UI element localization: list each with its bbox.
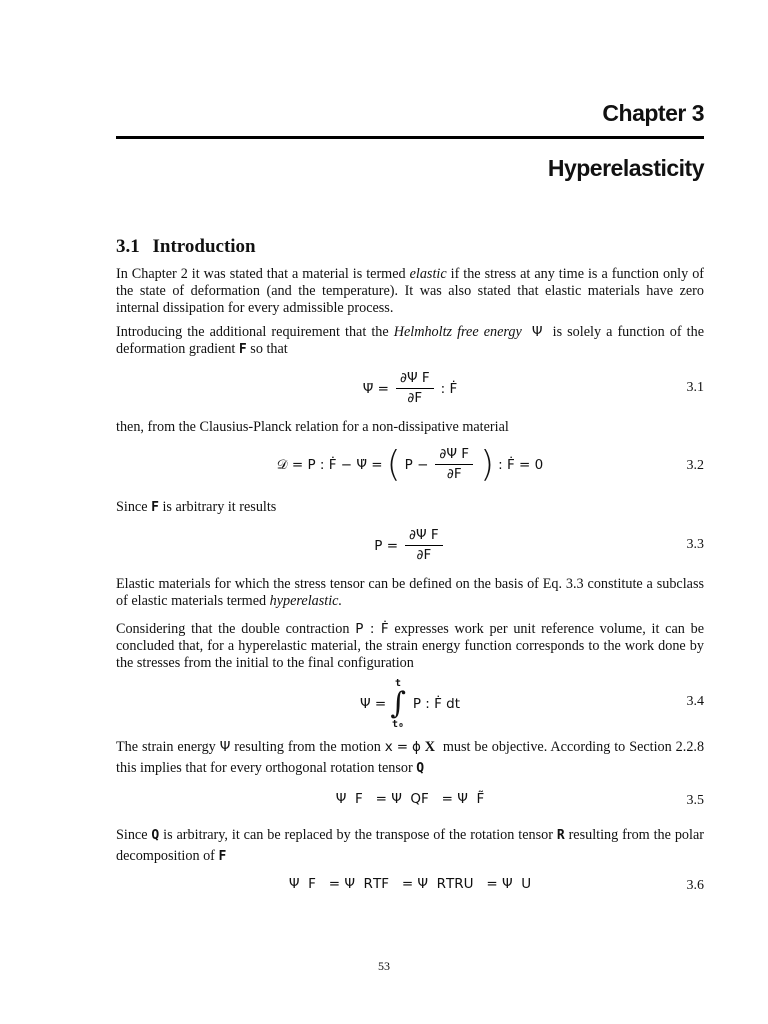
eq2-inner: P − xyxy=(404,456,429,473)
eq1-lhs: Ψ̇ = xyxy=(362,380,389,397)
equation-3-6 xyxy=(116,876,704,898)
p8-text-c: resulting from the polar decomposition of xyxy=(116,827,704,864)
paragraph-5 xyxy=(116,576,704,610)
eq1-numerator: ∂Ψ F xyxy=(396,370,434,389)
p4-text-b: is arbitrary it results xyxy=(158,499,277,515)
eq6-part-b: F = Ψ R xyxy=(381,876,447,892)
eq3-label: 3.3 xyxy=(686,537,704,552)
eq6-part-c: RU = Ψ U xyxy=(454,876,532,892)
eq5-body: Ψ F = Ψ QF = Ψ F̃ xyxy=(335,791,485,807)
p8-text-b: is arbitrary, it can be replaced by the transpose of the rotation tensor xyxy=(159,827,557,843)
p2-emphasis: Helmholtz free energy xyxy=(393,324,522,340)
p8-text-a: Since xyxy=(116,827,152,843)
p4-F-symbol: F xyxy=(151,500,159,515)
paragraph-6 xyxy=(116,621,704,672)
p6-text-a: Considering that the double contraction xyxy=(116,621,356,637)
eq3-numerator: ∂Ψ F xyxy=(405,527,443,546)
equation-3-2 xyxy=(116,443,704,488)
p7-x-symbol: x xyxy=(384,739,393,755)
eq1-denominator: ∂F xyxy=(407,390,423,406)
p8-F-symbol: F xyxy=(218,849,227,864)
chapter-label: Chapter 3 xyxy=(602,100,704,126)
eq3-denominator: ∂F xyxy=(416,547,432,563)
paragraph-4 xyxy=(116,499,704,516)
chapter-title: Hyperelasticity xyxy=(547,155,704,181)
eq1-label: 3.1 xyxy=(686,380,704,395)
eq1-fraction xyxy=(396,370,434,407)
section-title: Introduction xyxy=(152,236,256,257)
eq4-integral-sign: ∫ xyxy=(390,686,406,721)
p1-emphasis: elastic xyxy=(409,266,447,282)
p2-text-b: is solely a function of the deformation gradient xyxy=(116,324,704,357)
p7-psi-symbol: Ψ xyxy=(219,739,231,755)
page-number: 53 xyxy=(378,959,390,973)
eq2-right-paren: ) xyxy=(480,443,495,485)
p7-text-b: resulting from the motion xyxy=(230,739,385,755)
p5-emphasis: hyperelastic. xyxy=(269,593,342,609)
section-number: 3.1 xyxy=(116,236,140,257)
eq2-label: 3.2 xyxy=(686,458,704,473)
equation-3-3 xyxy=(116,527,704,567)
p1-text-a: In Chapter 2 it was stated that a material is termed xyxy=(116,266,410,282)
p6-double-contraction: P : Ḟ xyxy=(355,621,389,637)
eq3-fraction xyxy=(405,527,443,564)
p8-Q-symbol: Q xyxy=(151,828,160,843)
p7-text-a: The strain energy xyxy=(116,739,220,755)
eq6-part-a: Ψ F = Ψ R xyxy=(288,876,373,892)
p1-text-b: if the stress at any time is a function only of the state of deformation (and the temperature). It was also stated that elastic materials have zero internal dissipation for every admissible process. xyxy=(116,266,705,316)
p2-psi-symbol: Ψ xyxy=(531,324,543,340)
p7-text-c: must be objective. According to Section 2.2.8 this implies that for every orthogonal rotation tensor xyxy=(116,739,705,776)
equation-3-4 xyxy=(116,678,704,734)
eq2-lhs: 𝒟 = P : Ḟ − Ψ̇ = xyxy=(276,456,383,473)
eq6-transpose-2: T xyxy=(446,876,455,892)
p7-Q-symbol: Q xyxy=(416,761,425,776)
paragraph-3: then, from the Clausius-Planck relation for a non-dissipative material xyxy=(116,419,509,435)
p2-text-c: so that xyxy=(246,341,288,357)
eq5-label: 3.5 xyxy=(686,793,704,808)
eq2-denominator: ∂F xyxy=(446,466,462,482)
eq4-label: 3.4 xyxy=(686,694,704,709)
equation-3-1 xyxy=(116,370,704,410)
section-heading xyxy=(116,236,256,258)
paragraph-8 xyxy=(116,825,704,867)
p7-phi-symbol: ϕ xyxy=(411,739,421,755)
eq4-integral xyxy=(390,678,406,730)
paragraph-2 xyxy=(116,324,704,358)
eq4-upper-limit: t xyxy=(394,678,402,689)
chapter-rule xyxy=(116,136,704,139)
eq2-left-paren: ( xyxy=(386,443,401,485)
eq2-fraction xyxy=(435,446,473,483)
paragraph-7 xyxy=(116,737,704,779)
eq2-numerator: ∂Ψ F xyxy=(435,446,473,465)
eq6-transpose-1: T xyxy=(372,876,382,892)
p5-text-a: Elastic materials for which the stress tensor can be defined on the basis of Eq. 3.3 constitute a subclass of elastic materials termed xyxy=(116,576,704,609)
eq4-integrand: P : Ḟ dt xyxy=(412,696,461,712)
p7-equals: = xyxy=(396,739,408,755)
eq4-lower-limit: t₀ xyxy=(391,719,405,730)
p7-X-symbol: X xyxy=(424,739,436,755)
p2-F-symbol: F xyxy=(238,342,247,357)
eq1-rhs: : Ḟ xyxy=(440,380,458,397)
p4-text-a: Since xyxy=(116,499,152,515)
p8-R-symbol: R xyxy=(556,828,565,843)
eq2-rhs: : Ḟ = 0 xyxy=(498,456,544,473)
eq3-lhs: P = xyxy=(374,537,399,554)
eq6-label: 3.6 xyxy=(686,878,704,893)
p6-text-b: expresses work per unit reference volume, it can be concluded that, for a hyperelastic material, the strain energy function corresponds to the work done by the stresses from the initial to the final configuration xyxy=(116,621,704,671)
paragraph-1 xyxy=(116,266,704,317)
eq4-lhs: Ψ = xyxy=(359,696,387,712)
equation-3-5 xyxy=(116,791,704,813)
p2-text-a: Introducing the additional requirement that the xyxy=(116,324,394,340)
